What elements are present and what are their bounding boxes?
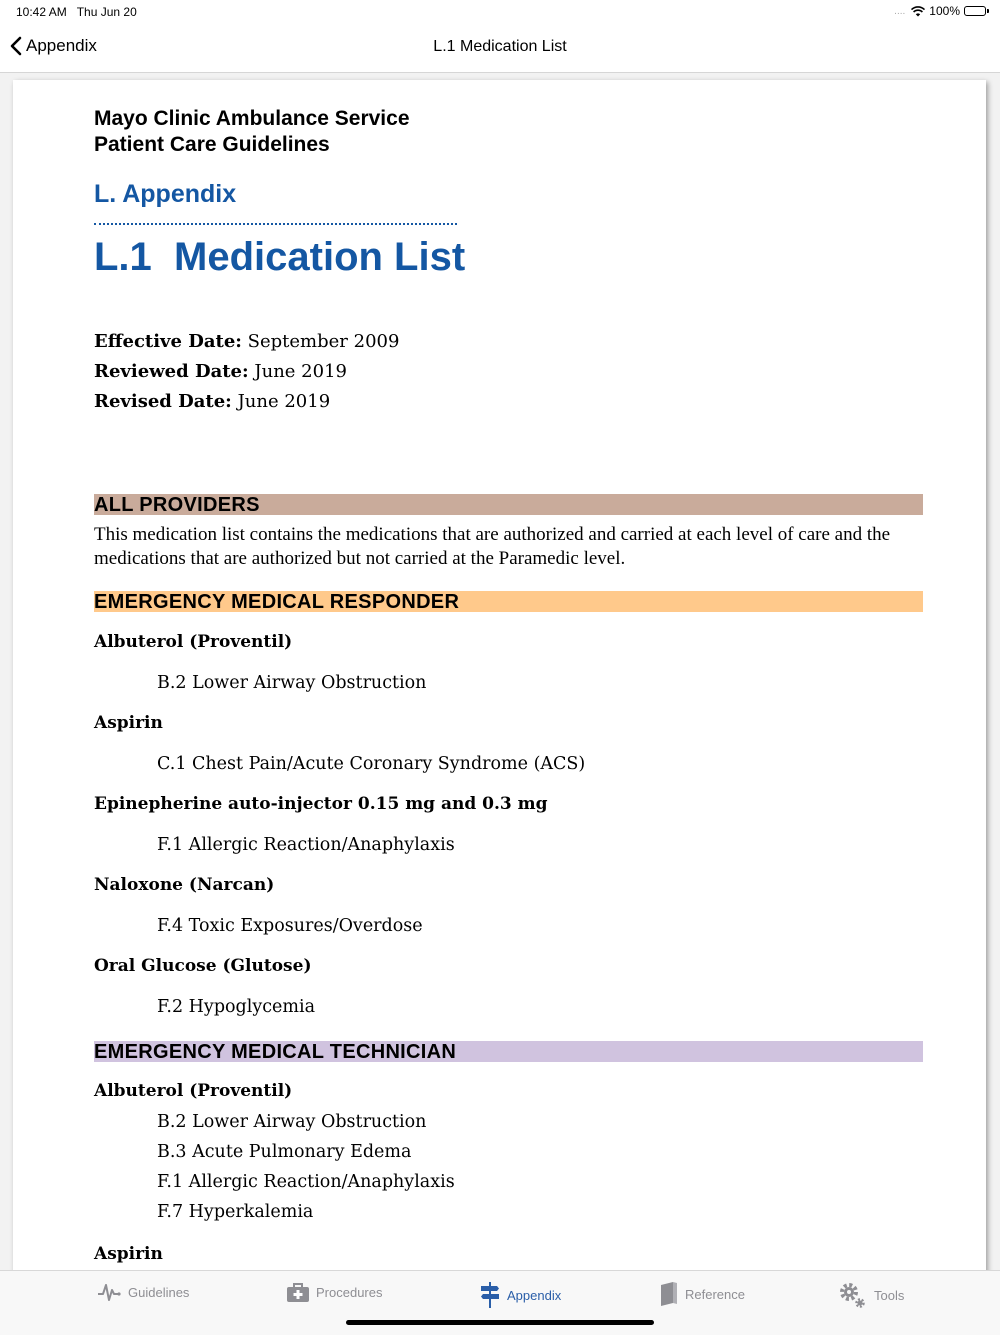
date-value: September 2009 xyxy=(247,331,400,352)
tab-procedures[interactable] xyxy=(286,1281,382,1303)
status-bar xyxy=(0,0,1000,24)
tab-label: Tools xyxy=(874,1287,905,1303)
section-intro: This medication list contains the medications that are authorized and carried at each level of care and the medications that are authorized but not carried at the Paramedic level. xyxy=(94,524,891,569)
section-heading-emt: EMERGENCY MEDICAL TECHNICIAN xyxy=(94,1041,923,1062)
org-line-1: Mayo Clinic Ambulance Service xyxy=(94,107,410,130)
org-line-2: Patient Care Guidelines xyxy=(94,133,330,156)
medication-name: Albuterol (Proventil) xyxy=(94,632,293,652)
dates-block xyxy=(94,327,399,417)
battery-percent: 100% xyxy=(929,4,960,18)
tab-guidelines[interactable] xyxy=(97,1281,189,1303)
date-label: Effective Date: xyxy=(94,331,242,352)
indication-link[interactable]: B.2 Lower Airway Obstruction xyxy=(157,1112,427,1132)
navigation-bar xyxy=(0,24,1000,73)
back-label: Appendix xyxy=(26,36,97,55)
medication-name: Oral Glucose (Glutose) xyxy=(94,956,312,976)
revised-date xyxy=(94,387,399,417)
dotted-divider xyxy=(94,223,457,225)
status-right xyxy=(894,4,986,18)
medication-name: Epinepherine auto-injector 0.15 mg and 0.3 mg xyxy=(94,794,548,814)
indication-link[interactable]: F.2 Hypoglycemia xyxy=(157,997,316,1017)
book-icon xyxy=(659,1281,679,1307)
signal-dots: .... xyxy=(894,5,906,17)
medication-name: Aspirin xyxy=(94,713,163,733)
wifi-icon xyxy=(911,6,925,17)
document-viewer[interactable] xyxy=(0,73,1000,1270)
medication-name: Aspirin xyxy=(94,1244,163,1264)
section-heading-emr: EMERGENCY MEDICAL RESPONDER xyxy=(94,591,923,612)
indication-link[interactable]: B.2 Lower Airway Obstruction xyxy=(157,673,427,693)
medication-name: Naloxone (Narcan) xyxy=(94,875,275,895)
tab-label: Guidelines xyxy=(128,1284,190,1300)
indication-link[interactable]: F.1 Allergic Reaction/Anaphylaxis xyxy=(157,835,455,855)
tab-tools[interactable] xyxy=(838,1281,904,1309)
home-indicator[interactable] xyxy=(346,1320,654,1325)
tab-appendix[interactable] xyxy=(479,1281,561,1309)
section-heading-all-providers: ALL PROVIDERS xyxy=(94,494,923,515)
indication-link[interactable]: F.1 Allergic Reaction/Anaphylaxis xyxy=(157,1172,455,1192)
title-number: L.1 xyxy=(94,235,152,279)
signpost-icon xyxy=(479,1281,501,1309)
nav-title: L.1 Medication List xyxy=(433,38,567,55)
chapter-heading: L. Appendix xyxy=(94,180,237,208)
date-text: Thu Jun 20 xyxy=(76,5,137,19)
title-text: Medication List xyxy=(174,235,466,279)
tab-label: Procedures xyxy=(316,1284,383,1300)
indication-link[interactable]: C.1 Chest Pain/Acute Coronary Syndrome (ACS) xyxy=(157,754,586,774)
page-title xyxy=(94,235,465,280)
tab-label: Appendix xyxy=(507,1287,562,1303)
indication-link[interactable]: F.7 Hyperkalemia xyxy=(157,1202,314,1222)
status-time xyxy=(16,5,137,19)
date-label: Revised Date: xyxy=(94,391,232,412)
gears-icon xyxy=(838,1281,868,1309)
document-page xyxy=(13,80,986,1270)
date-label: Reviewed Date: xyxy=(94,361,249,382)
date-value: June 2019 xyxy=(237,391,331,412)
indication-link[interactable]: F.4 Toxic Exposures/Overdose xyxy=(157,916,423,936)
tab-bar xyxy=(0,1270,1000,1335)
heartbeat-icon xyxy=(97,1281,122,1303)
battery-icon xyxy=(964,6,986,16)
date-value: June 2019 xyxy=(254,361,347,382)
tab-reference[interactable] xyxy=(659,1281,745,1307)
indication-link[interactable]: B.3 Acute Pulmonary Edema xyxy=(157,1142,412,1162)
medication-name: Albuterol (Proventil) xyxy=(94,1081,293,1101)
effective-date xyxy=(94,327,399,357)
tab-label: Reference xyxy=(685,1286,745,1302)
reviewed-date xyxy=(94,357,399,387)
medkit-icon xyxy=(286,1281,310,1303)
time-text: 10:42 AM xyxy=(16,5,67,19)
organization-header xyxy=(94,106,410,158)
